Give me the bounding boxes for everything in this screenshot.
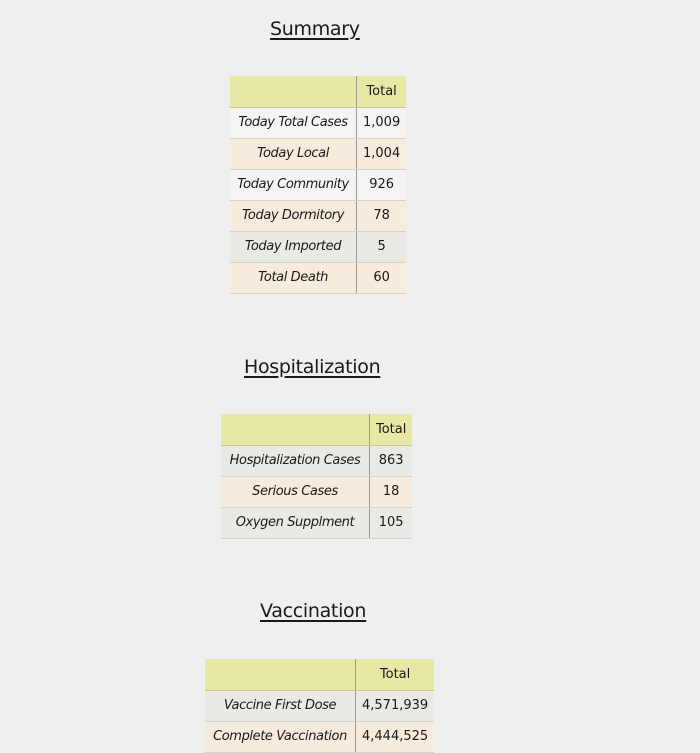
- hospitalization-title: Hospitalization: [244, 356, 381, 378]
- summary-title: Summary: [270, 18, 360, 40]
- row-value: 4,571,939: [356, 690, 435, 721]
- hospitalization-table: [221, 414, 412, 539]
- row-label: Total Death: [230, 262, 357, 293]
- table-row: [221, 476, 412, 507]
- row-label: Today Imported: [230, 231, 357, 262]
- header-blank-cell: [221, 414, 370, 445]
- table-row: [230, 231, 406, 262]
- vaccination-table: [205, 659, 434, 753]
- row-label: Oxygen Supplment: [221, 507, 370, 538]
- header-blank-cell: [205, 659, 356, 690]
- row-label: Hospitalization Cases: [221, 445, 370, 476]
- row-value: 926: [357, 169, 407, 200]
- table-row: [205, 690, 434, 721]
- row-value: 5: [357, 231, 407, 262]
- header-total: Total: [370, 414, 413, 445]
- row-value: 105: [370, 507, 413, 538]
- row-label: Vaccine First Dose: [205, 690, 356, 721]
- table-row: [230, 262, 406, 293]
- table-header-row: [205, 659, 434, 690]
- table-row: [205, 721, 434, 752]
- vaccination-title: Vaccination: [260, 600, 367, 622]
- table-header-row: [230, 76, 406, 107]
- row-label: Complete Vaccination: [205, 721, 356, 752]
- summary-table: [230, 76, 406, 294]
- table-row: [230, 200, 406, 231]
- table-row: [221, 445, 412, 476]
- row-value: 863: [370, 445, 413, 476]
- row-label: Today Community: [230, 169, 357, 200]
- header-blank-cell: [230, 76, 357, 107]
- row-value: 1,009: [357, 107, 407, 138]
- header-total: Total: [356, 659, 435, 690]
- row-value: 18: [370, 476, 413, 507]
- header-total: Total: [357, 76, 407, 107]
- row-label: Today Local: [230, 138, 357, 169]
- row-value: 1,004: [357, 138, 407, 169]
- table-row: [230, 138, 406, 169]
- row-label: Today Dormitory: [230, 200, 357, 231]
- table-header-row: [221, 414, 412, 445]
- row-value: 60: [357, 262, 407, 293]
- row-label: Today Total Cases: [230, 107, 357, 138]
- row-label: Serious Cases: [221, 476, 370, 507]
- row-value: 78: [357, 200, 407, 231]
- row-value: 4,444,525: [356, 721, 435, 752]
- table-row: [230, 169, 406, 200]
- table-row: [221, 507, 412, 538]
- table-row: [230, 107, 406, 138]
